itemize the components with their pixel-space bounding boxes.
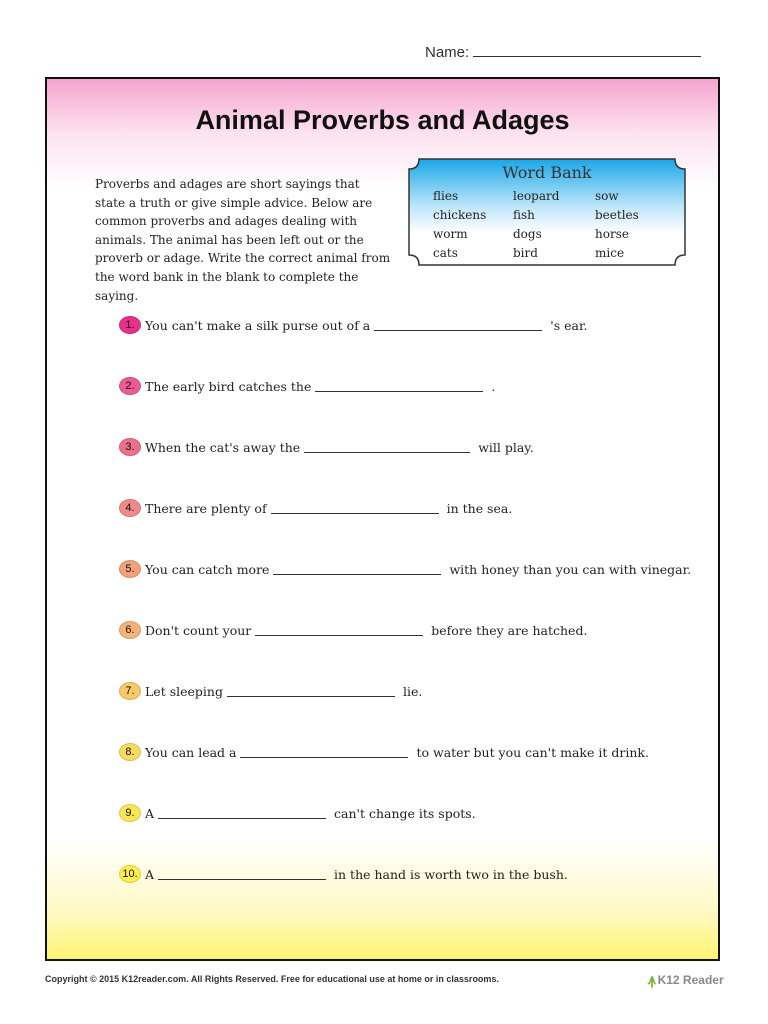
question-text-before: You can lead a (145, 744, 237, 760)
word-bank-title: Word Bank (502, 163, 592, 182)
word-bank-item: fish (513, 208, 535, 222)
answer-blank[interactable] (240, 746, 408, 758)
word-bank-item: horse (595, 227, 629, 241)
worksheet-frame (45, 77, 720, 961)
question-text-after: 's ear. (550, 317, 588, 333)
answer-blank[interactable] (315, 380, 483, 392)
question-text-before: There are plenty of (145, 500, 267, 516)
name-field[interactable] (425, 42, 709, 61)
question-item (119, 560, 691, 578)
logo-text: K12 Reader (657, 972, 724, 987)
logo-icon: ꙟ (648, 971, 656, 987)
answer-blank[interactable] (158, 807, 326, 819)
question-text-after: . (491, 378, 496, 394)
word-bank-item: mice (595, 246, 625, 260)
question-item (119, 682, 422, 700)
word-bank-item: dogs (513, 227, 542, 241)
question-number-badge: 4. (119, 499, 141, 517)
question-item (119, 865, 568, 883)
question-text-after: to water but you can't make it drink. (416, 744, 649, 760)
question-text-before: A (145, 866, 155, 882)
word-bank-item: leopard (513, 189, 560, 203)
answer-blank[interactable] (158, 868, 326, 880)
question-number-badge: 6. (119, 621, 141, 639)
answer-blank[interactable] (227, 685, 395, 697)
question-item (119, 377, 495, 395)
copyright-text: Copyright © 2015 K12reader.com. All Rights Reserved. Free for educational use at home or in classrooms. (45, 974, 499, 984)
question-item (119, 316, 588, 334)
question-text-before: Don't count your (145, 622, 252, 638)
question-text-before: You can't make a silk purse out of a (145, 317, 371, 333)
question-text-after: with honey than you can with vinegar. (449, 561, 692, 577)
question-text-before: A (145, 805, 155, 821)
question-text-after: before they are hatched. (431, 622, 588, 638)
word-bank-item: bird (513, 246, 538, 260)
question-text-before: Let sleeping (145, 683, 223, 699)
question-item (119, 438, 534, 456)
answer-blank[interactable] (374, 319, 542, 331)
question-number-badge: 8. (119, 743, 141, 761)
word-bank-list (433, 187, 665, 262)
answer-blank[interactable] (271, 502, 439, 514)
question-item (119, 621, 587, 639)
instructions: Proverbs and adages are short sayings that state a truth or give simple advice. Below are common proverbs and adages dealing with animals. The animal has been left out or the proverb or adage. Write the correct animal from the word bank in the blank to complete the saying. (95, 177, 391, 303)
word-bank-item: cats (433, 246, 458, 260)
question-text-after: lie. (402, 683, 423, 699)
answer-blank[interactable] (255, 624, 423, 636)
question-number-badge: 7. (119, 682, 141, 700)
word-bank-item: beetles (595, 208, 639, 222)
question-number-badge: 10. (119, 865, 141, 883)
question-item (119, 743, 649, 761)
name-blank[interactable] (473, 42, 701, 57)
question-text-after: can't change its spots. (334, 805, 476, 821)
question-number-badge: 1. (119, 316, 141, 334)
word-bank-item: sow (595, 189, 619, 203)
question-text-before: When the cat's away the (145, 439, 301, 455)
question-item (119, 804, 476, 822)
question-item (119, 499, 512, 517)
question-text-after: in the sea. (446, 500, 513, 516)
k12reader-logo (648, 970, 724, 989)
word-bank-item: worm (433, 227, 468, 241)
name-label: Name: (425, 44, 470, 61)
page-title: Animal Proverbs and Adages (195, 105, 570, 135)
word-bank-item: chickens (433, 208, 487, 222)
question-number-badge: 2. (119, 377, 141, 395)
question-number-badge: 9. (119, 804, 141, 822)
question-text-before: You can catch more (145, 561, 270, 577)
answer-blank[interactable] (304, 441, 470, 453)
word-bank (407, 157, 687, 267)
question-text-after: will play. (478, 439, 534, 455)
question-text-after: in the hand is worth two in the bush. (334, 866, 568, 882)
word-bank-item: flies (433, 189, 459, 203)
question-text-before: The early bird catches the (145, 378, 312, 394)
question-number-badge: 5. (119, 560, 141, 578)
question-number-badge: 3. (119, 438, 141, 456)
answer-blank[interactable] (273, 563, 441, 575)
